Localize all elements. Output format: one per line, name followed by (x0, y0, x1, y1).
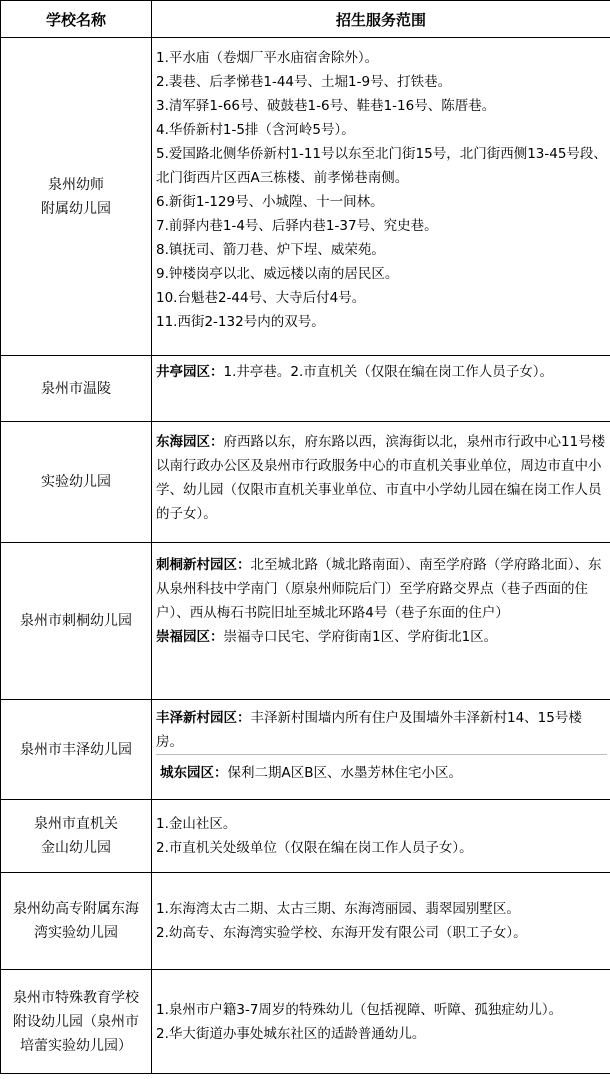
table-row (1, 422, 610, 543)
school-name-line: 泉州市刺桐幼儿园 (20, 613, 132, 629)
service-scope (152, 38, 610, 356)
scope-item: 8.镇抚司、箭刀巷、炉下埕、威荣苑。 (156, 242, 385, 258)
zone-name: 崇福园区： (156, 629, 224, 645)
school-name-line: 泉州市温陵 (41, 380, 111, 397)
school-name (1, 700, 152, 800)
scope-zone (156, 360, 607, 384)
scope-item: 1.金山社区。 (156, 816, 237, 832)
scope-zone (156, 754, 607, 785)
school-name (1, 422, 152, 543)
school-name-line: 泉州幼高专附属东海湾实验幼儿园 (13, 901, 139, 941)
scope-zone (156, 430, 607, 526)
zone-text: 崇福寺口民宅、学府街南1区、学府街北1区。 (223, 629, 498, 645)
service-scope (152, 970, 610, 1074)
table-row (1, 38, 610, 356)
scope-item: 1.泉州市户籍3-7周岁的特殊幼儿（包括视障、听障、孤独症幼儿）。 (156, 1001, 563, 1018)
zone-name: 丰泽新村园区： (156, 710, 251, 726)
scope-zone (156, 625, 607, 649)
school-name (1, 38, 152, 356)
school-name (1, 356, 152, 422)
scope-item: 2.裴巷、后孝悌巷1-44号、土堀1-9号、打铁巷。 (156, 74, 452, 90)
school-name (1, 873, 152, 970)
zone-name: 东海园区： (156, 434, 224, 450)
table-row (1, 700, 610, 800)
scope-item: 4.华侨新村1-5排（含河岭5号）。 (156, 122, 355, 138)
scope-zone (156, 553, 607, 625)
school-name-line: 附属幼儿园 (41, 200, 111, 217)
table-row (1, 800, 610, 873)
school-name (1, 970, 152, 1074)
zone-name: 刺桐新村园区： (156, 557, 251, 573)
scope-item: 2.华大街道办事处城东社区的适龄普通幼儿。 (156, 1025, 426, 1042)
table-row (1, 873, 610, 970)
school-name-line: 金山幼儿园 (41, 840, 111, 856)
scope-item: 2.市直机关处级单位（仅限在编在岗工作人员子女）。 (156, 840, 473, 856)
scope-item: 2.幼高专、东海湾实验学校、东海开发有限公司（职工子女）。 (156, 925, 527, 941)
school-name (1, 543, 152, 700)
scope-item: 6.新街1-129号、小城隍、十一间林。 (156, 194, 384, 210)
table-row (1, 543, 610, 700)
zone-text: 北至城北路（城北路南面）、南至学府路（学府路北面）、东从泉州科技中学南门（原泉州师院后门）至学府路交界点（巷子西面的住户）、西从梅石书院旧址至城北环路4号（巷子东面的住户） (156, 557, 602, 621)
scope-zone (156, 706, 607, 754)
scope-item: 3.清军驿1-66号、破鼓巷1-6号、鞋巷1-16号、陈厝巷。 (156, 98, 496, 114)
scope-item: 5.爱国路北侧华侨新村1-11号以东至北门街15号，北门街西侧13-45号段、北门街西片区西A三栋楼、前孝悌巷南侧。 (156, 146, 607, 186)
scope-item: 1.平水庙（卷烟厂平水庙宿舍除外）。 (156, 50, 379, 66)
zone-text: 府西路以东，府东路以西，滨海街以北，泉州市行政中心11号楼以南行政办公区及泉州市行政服务中心的市直机关事业单位，周边市直中小学、幼儿园（仅限市直机关事业单位、市直中小学幼儿园在编在岗工作人员的子女）。 (156, 434, 606, 522)
school-name-line: 泉州市丰泽幼儿园 (20, 741, 132, 758)
header-school: 学校名称 (1, 1, 152, 38)
service-scope (152, 422, 610, 543)
scope-item: 7.前驿内巷1-4号、后驿内巷1-37号、究史巷。 (156, 218, 438, 234)
school-name-line: 实验幼儿园 (41, 474, 111, 490)
zone-text: 丰泽新村围墙内所有住户及围墙外丰泽新村14、15号楼房。 (156, 710, 582, 750)
service-scope (152, 800, 610, 873)
scope-item: 10.台魁巷2-44号、大寺后付4号。 (156, 290, 366, 306)
zone-text: 保利二期A区B区、水墨芳林住宅小区。 (227, 765, 462, 781)
table-row (1, 970, 610, 1074)
header-scope: 招生服务范围 (152, 1, 610, 38)
scope-item: 11.西街2-132号内的双号。 (156, 314, 325, 330)
service-scope (152, 543, 610, 700)
scope-item: 9.钟楼岗亭以北、威远楼以南的居民区。 (156, 266, 399, 282)
header-row (1, 1, 610, 38)
service-scope (152, 700, 610, 800)
service-scope (152, 356, 610, 422)
school-name-line: 泉州市直机关 (34, 816, 118, 832)
school-name-line: 泉州市特殊教育学校附设幼儿园（泉州市培蕾实验幼儿园） (13, 989, 139, 1054)
zone-text: 1.井亭巷。2.市直机关（仅限在编在岗工作人员子女）。 (223, 364, 554, 380)
zone-name: 井亭园区： (156, 364, 224, 380)
scope-item: 1.东海湾太古二期、太古三期、东海湾丽园、翡翠园别墅区。 (156, 901, 520, 917)
service-scope (152, 873, 610, 970)
school-name (1, 800, 152, 873)
table-row (1, 356, 610, 422)
zone-name: 城东园区： (160, 765, 228, 781)
school-name-line: 泉州幼师 (48, 176, 104, 193)
